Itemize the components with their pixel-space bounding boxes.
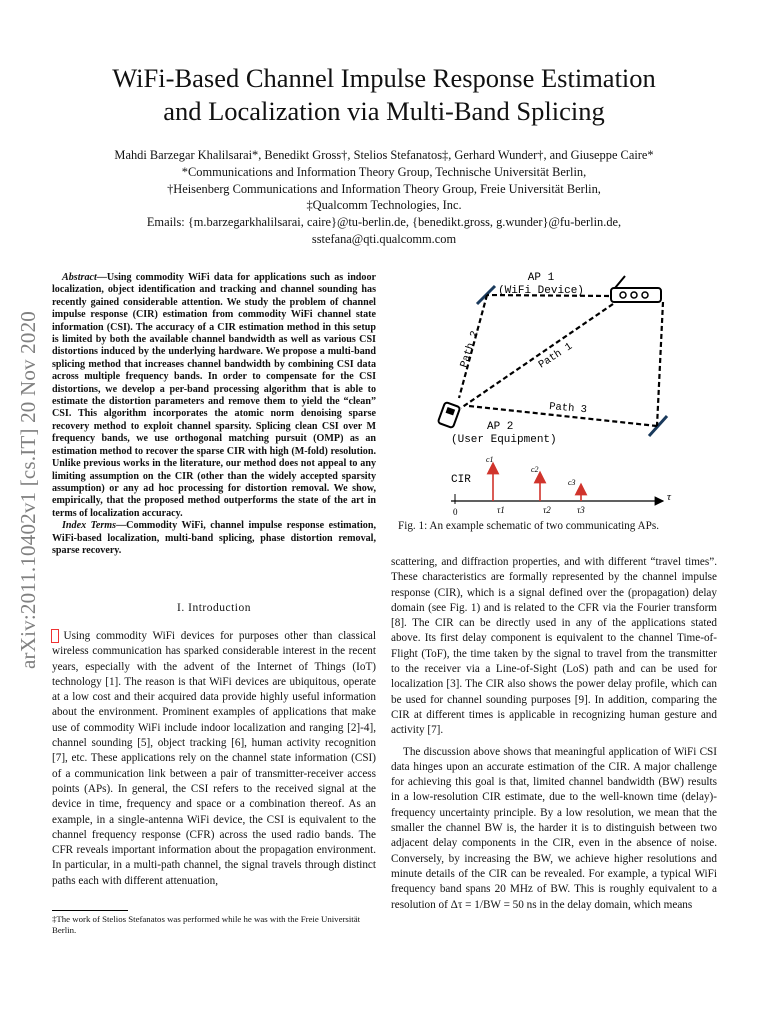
tau3-label: τ3 [577, 505, 585, 515]
footnote: ‡The work of Stelios Stefanatos was performed while he was with the Freie Universität Berlin. [52, 914, 361, 935]
author-block [40, 147, 728, 248]
right-column-text [391, 555, 717, 913]
right-paragraph-1: scattering, and diffraction properties, and with different “travel times”. These characteristics are formally represented by the channel impulse response (CIR), which is a signal defined over the (propagation) delay domain (see Fig. 1) and is related to the CFR via the Fourier transform [8]. The CIR can be directly used in any of the applications stated above. Its first delay component is equivalent to the channel Time-of-Flight (ToF), the time taken by the signal to travel from the transmitter to the receiver via a Line-of-Sight (LoS) path and can be used for localization [3]. The CIR also shows the power delay profile, which can be used for channel sounding purposes [9]. In addition, comparing the CIR at different times is applicable in recognizing human gesture and activity [7]. [391, 556, 717, 737]
index-terms-text: —Commodity WiFi, channel impulse response estimation, WiFi-based localization, multi-band splicing, phase distortion removal, sparse recovery. [52, 520, 376, 556]
figure-1-caption: Fig. 1: An example schematic of two communicating APs. [398, 520, 660, 532]
right-paragraph-2: The discussion above shows that meaningful application of WiFi CSI data hinges upon an accurate estimation of the CIR. A major challenge for achieving this goal is that, limited channel bandwidth (BW) results in a low-resolution CIR estimate, due to the well-known time (delay)-frequency uncertainty principle. By a low resolution, we mean that the smaller the channel BW is, the harder it is to distinguish between two adjacent delay components in the CIR, even in the absence of noise. Conversely, by increasing the BW, we achieve higher resolutions and minute details of the CIR can be revealed. For example, a typical WiFi frequency band spans 20 MHz of BW. This is roughly equivalent to a resolution of Δτ = 1/BW = 50 ns in the delay domain, which means [391, 745, 717, 911]
affiliation-3: ‡Qualcomm Technologies, Inc. [306, 198, 462, 213]
affiliation-2: †Heisenberg Communications and Information Theory Group, Freie Universität Berlin, [167, 181, 601, 196]
path-1-label: Path 1 [536, 340, 575, 372]
section-heading-introduction: I. Introduction [177, 602, 251, 614]
path-2-label: Path 2 [458, 329, 482, 370]
emails-line-2: sstefana@qti.qualcomm.com [311, 231, 457, 246]
c1-label: c1 [486, 455, 494, 464]
cir-label: CIR [451, 474, 471, 486]
author-names: Mahdi Barzegar Khalilsarai*, Benedikt Gross†, Stelios Stefanatos‡, Gerhard Wunder†, and Giuseppe Caire* [114, 148, 654, 162]
bookmark-marker[interactable] [52, 630, 58, 642]
arxiv-stamp: arXiv:2011.10402v1 [cs.IT] 20 Nov 2020 [16, 311, 40, 669]
tau-axis-label: τ [667, 491, 671, 503]
abstract [52, 272, 376, 557]
affiliation-1: *Communications and Information Theory Group, Technische Universität Berlin, [181, 164, 587, 179]
figure-1 [391, 258, 721, 518]
emails-line-1: Emails: {m.barzegarkhalilsarai, caire}@tu-berlin.de, {benedikt.gross, g.wunder}@fu-berlin.de, [146, 215, 622, 230]
title-line-2: and Localization via Multi-Band Splicing [163, 96, 605, 126]
tau2-label: τ2 [543, 505, 551, 515]
abstract-lead: Abstract [62, 272, 97, 283]
paper-title [40, 62, 728, 128]
phone-icon [438, 402, 461, 428]
path-3-label: Path 3 [548, 401, 588, 417]
title-line-1: WiFi-Based Channel Impulse Response Estimation [112, 63, 656, 93]
c2-label: c2 [531, 465, 539, 474]
tau1-label: τ1 [497, 505, 505, 515]
figure-1-schematic [391, 258, 721, 518]
intro-paragraph [52, 629, 376, 889]
intro-text: Using commodity WiFi devices for purposes other than classical wireless communication has sparked considerable interest in the recent years, especially with the advent of the Internet of Things (IoT) technology [1]. The reason is that WiFi devices are ubiquitous, operate at a low cost and their acquired data provide highly useful information about the environment. Prominent examples of applications that make use of commodity WiFi include indoor localization and ranging [2]-4], channel sounding [5], object tracking [6], human activity recognition [7], etc. These applications rely on the channel state information (CSI) of a communication link between a pair of transmitter-receiver access points (APs). In general, the CSI refers to the received signal at the device in time, frequency and space or a combination thereof. As an example, in a single-antenna WiFi device, the CSI is equivalent to the channel frequency response (CFR) across the used radio bands. The CFR reveals important information about the propagation environment. In particular, in a multi-path channel, the signal travels through distinct paths each with different attenuation, [52, 630, 377, 887]
index-terms-lead: Index Terms [62, 520, 117, 532]
ap2-label: AP 2 [487, 421, 514, 433]
footnote-rule [52, 910, 128, 911]
abstract-text: —Using commodity WiFi data for applications such as indoor localization, object identification and tracking and channel sounding has recently gained considerable attention. We study the problem of channel impulse response (CIR) estimation from commodity WiFi channel state information (CSI). The accuracy of a CIR estimation method in this setup is limited by both the available channel bandwidth as well as various CSI distortions induced by the underlying hardware. We propose a multi-band splicing method that increases channel bandwidth by combining CSI data across multiple frequency bands. In order to compensate for the CSI distortions, we develop a per-band processing algorithm that is able to estimate the distortion parameters and remove them to yield the “clean” CSI. This algorithm incorporates the atomic norm denoising sparse recovery method to exploit channel sparsity. Splicing clean CSI over M frequency bands, we use orthogonal matching pursuit (OMP) as an estimation method to recover the sparse CIR with high (M-fold) resolution. Unlike previous works in the literature, our method does not appeal to any limiting assumption on the CIR (other than the widely accepted sparsity assumption) or any ad hoc processing for distortion removal. We show, empirically, that the proposed method outperforms the state of the art in terms of localization accuracy. [52, 272, 376, 519]
router-icon [611, 276, 661, 302]
ap1-sublabel: (WiFi Device) [498, 285, 584, 297]
ap1-label: AP 1 [527, 272, 555, 284]
c3-label: c3 [568, 478, 576, 487]
origin-label: 0 [453, 507, 458, 517]
ap2-sublabel: (User Equipment) [451, 434, 557, 446]
